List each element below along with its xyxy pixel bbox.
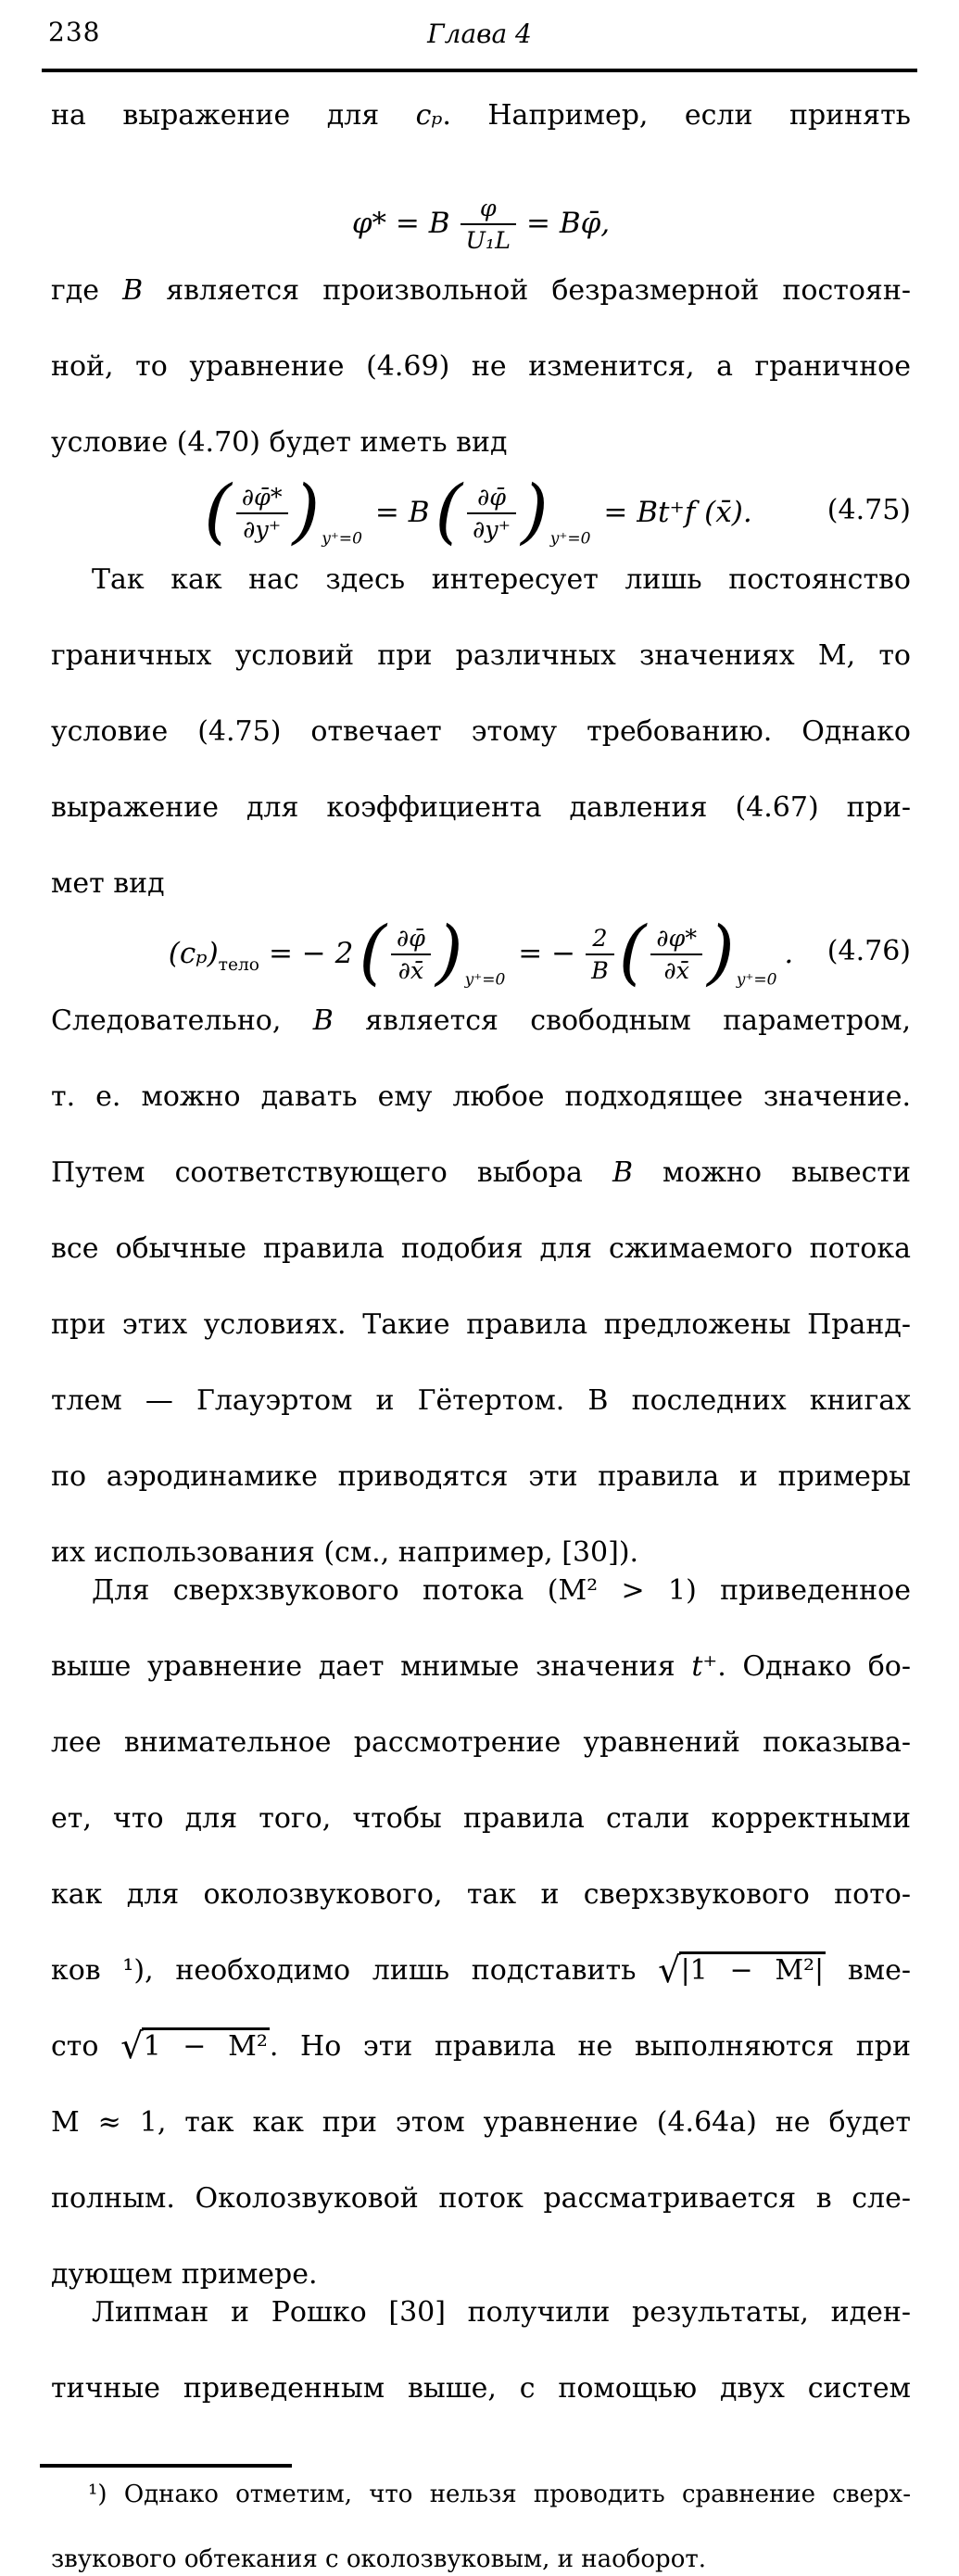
text-line: условие (4.70) будет иметь вид [51,425,508,459]
fraction-denominator: U₁L [465,226,511,255]
fraction [467,484,516,542]
text-line: дующем примере. [51,2257,318,2291]
text-line: М ≈ 1, так как при этом уравнение (4.64а) не будет [51,2105,911,2139]
text-line: при этих условиях. Такие правила предложены Пранд- [51,1307,911,1341]
display-formula-4-75: ( $\frac{\partial\varphī*}{\partial y^+}$ ) y⁺=0= B( $\frac{\partial\varphī}{\partial y^+}$ ) y⁺=0= Bt⁺f (x̄). (4.75) [204,470,911,552]
evaluation-subscript: y⁺=0 [464,970,506,990]
footnote-rule [40,2464,292,2468]
evaluation-subscript: y⁺=0 [549,529,591,549]
text-line: на выражение для cₚ. Например, если принять [51,99,911,132]
fraction [461,195,516,253]
fraction-numerator: ∂φ̄* [236,484,288,514]
equation-number: (4.76) [827,935,911,968]
fraction-numerator: ∂φ̄ [391,925,431,955]
fraction [586,925,614,983]
inline-math: cₚ [415,99,443,132]
paragraph [51,561,911,903]
inline-math: B [122,273,144,307]
text-line: мет вид [51,866,165,900]
text-line: Следовательно, B является свободным параметром, [51,1004,911,1037]
fraction-numerator: 2 [586,925,614,955]
formula-fragment: = − 2 [268,936,354,970]
fraction-numerator: ∂φ̄ [467,484,516,514]
text-line: Для сверхзвукового потока (М² > 1) приведенное [92,1573,911,1607]
formula-fragment: = Bt⁺f (x̄). [603,495,752,529]
text-line: как для околозвукового, так и сверхзвукового пото- [51,1877,911,1911]
fraction-numerator: ∂φ* [650,925,702,955]
text-line: ков ¹), необходимо лишь подставить √|1 − М²| вме- [51,1950,911,1992]
text-line: граничных условий при различных значениях М, то [51,638,911,672]
fraction-denominator: ∂y⁺ [473,515,511,544]
equation-number: (4.75) [827,494,911,527]
inline-math: B [612,1155,633,1189]
text-line: все обычные правила подобия для сжимаемого потока [51,1231,911,1265]
paragraph [51,271,911,461]
text-line: Так как нас здесь интересует лишь постоянство [92,562,911,596]
text-line: условие (4.75) отвечает этому требованию. Однако [51,714,911,748]
display-formula-4-76: $(c_p)_{тело}$ = − 2( $\frac{\partial\varphī}{\partial x̄}$ ) y⁺=0= − $\frac{2}{B}$ ( $\frac{\partial\varphi*}{\partial x̄}$ ) y⁺=0. (4.76) [168,911,911,993]
header-rule [42,69,917,72]
radical-sign: √ [120,2026,144,2068]
text-line: Путем соответствующего выбора B можно вывести [51,1155,911,1189]
body-subscript: тело [218,954,259,975]
radicand: 1 − М² [142,2027,270,2063]
formula-fragment: = B [374,495,430,529]
text-line: тлем — Глауэртом и Гётертом. В последних книгах [51,1383,911,1417]
evaluation-subscript: y⁺=0 [322,529,362,549]
fraction-denominator: ∂y⁺ [243,515,282,544]
text-line: Липман и Рошко [30] получили результаты, иден- [92,2295,911,2329]
text-line: выражение для коэффициента давления (4.67) при- [51,790,911,824]
formula-fragment: = − [518,936,576,970]
chapter-title: Глава 4 [427,19,532,49]
radicand: |1 − М²| [679,1951,827,1987]
inline-math: t⁺ [691,1649,718,1683]
inline-math: B [312,1004,334,1037]
formula-fragment: . [784,936,794,970]
fraction [236,484,288,542]
formula-fragment: (cₚ) [168,936,219,970]
fraction-denominator: ∂x̄ [663,956,689,985]
fraction-denominator: ∂x̄ [397,956,424,985]
fraction-numerator: φ [461,195,516,225]
fraction [650,925,702,983]
page-content [51,96,911,2445]
formula-fragment: φ* = B [351,206,450,240]
text-line: ной, то уравнение (4.69) не изменится, а граничное [51,349,911,383]
text-line: звукового обтекания с околозвуковым, и наоборот. [51,2544,706,2573]
text-line: по аэродинамике приводятся эти правила и примеры [51,1459,911,1493]
text-line: их использования (см., например, [30]). [51,1535,639,1569]
text-line: полным. Околозвуковой поток рассматривается в сле- [51,2181,911,2215]
footnote [51,2479,911,2576]
text-line: ет, что для того, чтобы правила стали корректными [51,1801,911,1835]
paragraph [51,1572,911,2293]
evaluation-subscript: y⁺=0 [736,970,777,990]
fraction-denominator: B [591,956,609,985]
paragraph [51,2293,911,2445]
formula-fragment: = Bφ̄, [525,206,611,240]
display-formula-phi [51,178,911,266]
text-line: сто √1 − М². Но эти правила не выполняются при [51,2026,911,2068]
text-line: т. е. можно давать ему любое подходящее значение. [51,1080,911,1113]
page-header [0,0,959,57]
page-number: 238 [48,17,101,47]
text-line: ¹) Однако отметим, что нельзя проводить сравнение сверх- [88,2480,911,2508]
paragraph [51,1002,911,1572]
text-line: лее внимательное рассмотрение уравнений показыва- [51,1725,911,1759]
fraction [391,925,431,983]
paragraph [51,96,911,172]
text-line: выше уравнение дает мнимые значения t⁺. Однако бо- [51,1649,911,1683]
text-line: тичные приведенным выше, с помощью двух систем [51,2371,911,2405]
text-line: где B является произвольной безразмерной постоян- [51,273,911,307]
radical-sign: √ [658,1950,681,1992]
